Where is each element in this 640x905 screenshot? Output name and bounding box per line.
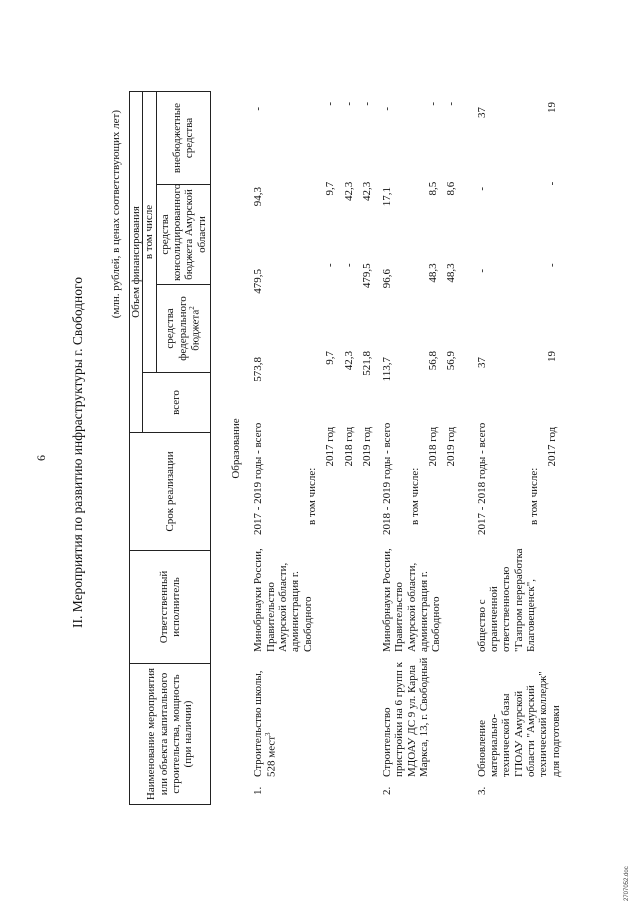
sub-federal: 48,3 [445,263,458,283]
row-period: 2017 - 2019 годы - всего [252,422,265,535]
including-label: в том числе: [408,467,421,525]
table-row [381,92,458,805]
including-label: в том числе: [305,467,318,525]
row-name: Строительство пристройки на 6 групп к МДОАУ ДС 9 ул. Карла Маркса, 13, г. Свободный [381,657,431,777]
sub-period: 2017 год [324,426,337,467]
header-period: Срок реализации [130,433,211,551]
sub-total: 521,8 [360,351,373,376]
row-federal: 96,6 [381,269,394,289]
sub-regional: 8,5 [427,181,439,196]
sub-total: 56,9 [445,351,458,371]
row-number: 1. [252,786,265,795]
header-regional: средства консолидированного бюджета Амурской области [156,185,210,285]
sub-period: 2018 год [427,426,439,467]
section-title: II. Мероприятия по развитию инфраструктуры г. Свободного [70,277,85,628]
header-responsible: Ответственный исполнитель [130,551,211,664]
header-including: в том числе [143,91,156,372]
row-extra: 37 [475,107,488,118]
header-funding-volume: Объем финансирования [130,91,143,432]
units-note: (млн. рублей, в ценах соответствующих лет) [110,110,122,319]
row-extra: - [252,107,265,111]
sub-extra: - [324,102,337,106]
sub-federal: - [324,263,337,268]
header-total: всего [143,373,211,433]
row-responsible: Минобрнауки России, Правительство Амурской области, администрация г. Свободного [381,548,443,652]
row-period: 2018 - 2019 годы - всего [381,422,394,535]
row-federal: - [475,269,488,273]
sub-extra: - [427,102,439,106]
table-header [129,91,211,805]
sub-period: 2017 год [546,426,559,467]
including-label: в том числе: [527,467,540,525]
row-name: Строительство школы, 528 мест$^3$ [252,670,278,777]
sub-total: 56,8 [427,351,439,371]
sub-extra: - [445,102,458,106]
row-total: 573,8 [252,357,265,382]
sub-regional: 9,7 [324,181,337,196]
sub-extra: 19 [546,102,559,113]
sub-total: 19 [546,351,559,362]
row-number: 2. [381,786,394,795]
row-total: 37 [475,357,488,368]
sub-period: 2019 год [445,426,458,467]
sub-extra: - [360,102,373,106]
header-name: Наименование мероприятия или объекта капитального строительства, мощность (при наличии) [130,664,211,805]
header-federal: средства федерального бюджета$^2$ [156,285,210,373]
row-period: 2017 - 2018 годы - всего [475,422,488,535]
sub-federal: - [342,263,355,268]
row-regional: - [475,187,488,191]
row-regional: 94,3 [252,187,265,207]
page-number: 6 [34,455,48,461]
sub-regional: 42,3 [360,181,373,201]
sub-total: 9,7 [324,351,337,365]
sub-total: 42,3 [342,351,355,371]
sub-federal: 48,3 [427,263,439,283]
row-responsible: общество с ограниченной ответственностью "Газпром переработка Благовещенск", [475,548,537,652]
sub-federal: - [546,263,559,268]
sub-period: 2018 год [342,426,355,467]
row-number: 3. [475,786,488,795]
row-responsible: Минобрнауки России, Правительство Амурской области, администрация г. Свободного [252,548,314,652]
sub-extra: - [342,102,355,106]
sub-regional: - [546,181,559,186]
row-regional: 17,1 [381,187,394,207]
row-total: 113,7 [381,357,394,382]
table-body [228,92,562,805]
row-extra: - [381,107,394,111]
row-name: Обновление материально-технической базы ГПОАУ Амурской области "Амурский технический колледж" для подготовки [475,671,562,777]
sub-federal: 479,5 [360,263,373,289]
table-row [252,92,373,805]
table-row [475,92,562,805]
footer-code: 2707052.doc [624,866,630,901]
sub-regional: 42,3 [342,181,355,201]
section-heading: Образование [230,418,242,479]
row-federal: 479,5 [252,269,265,294]
sub-period: 2019 год [360,426,373,467]
header-extrabudget: внебюджетные средства [156,91,210,184]
sub-regional: 8,6 [445,181,458,196]
